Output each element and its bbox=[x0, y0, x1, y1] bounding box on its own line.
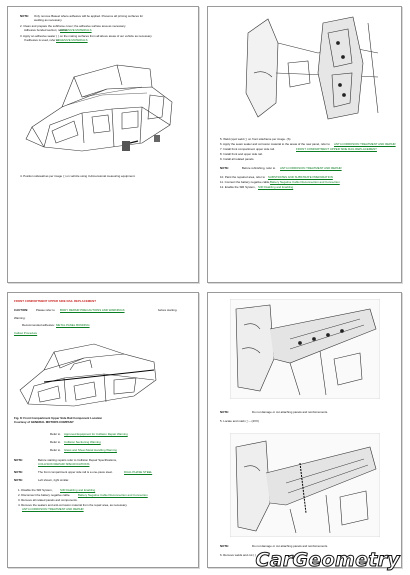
note-label: NOTE: bbox=[14, 458, 23, 462]
precautions-link[interactable]: BODY REPAIR PRECAUTIONS AND WARNINGS bbox=[60, 308, 125, 312]
note-label: NOTE: bbox=[220, 166, 229, 170]
manual-page-1 bbox=[7, 6, 199, 283]
note-text: Do not damage or cut attaching panels and reinforcements. bbox=[252, 410, 329, 414]
dual-phase-link[interactable]: DUAL PHASE STEEL bbox=[124, 470, 153, 474]
rail-cut-figure-1 bbox=[230, 299, 380, 399]
caution-label: CAUTION: bbox=[14, 308, 29, 312]
note-repair-spec: Before starting repairs refer to Collision Repair Specifications, bbox=[38, 458, 117, 462]
caution-text: Please refer to bbox=[36, 308, 55, 312]
sir-link[interactable]: SIR Disabling and Enabling bbox=[258, 185, 294, 189]
sectioning-link[interactable]: Collision Sectioning Warning bbox=[64, 440, 101, 444]
step-3: 3. Apply an adhesive sealer ( ) on the mating surfaces from all above areas of our vehicle as necessary. bbox=[20, 34, 153, 38]
note-steel: The front compartment upper side rail is a one-piece steel. bbox=[38, 470, 113, 474]
refer-1: Refer to bbox=[50, 432, 61, 436]
note-label: NOTE: bbox=[20, 14, 29, 18]
manual-page-2 bbox=[207, 6, 402, 283]
anti-corrosion-link[interactable]: ANTI-CORROSION TREATMENT AND REPAIR bbox=[22, 507, 84, 511]
cargeometry-watermark: CarGeometry bbox=[255, 549, 400, 571]
step-8: 8. Install front and upper side rail. bbox=[220, 152, 263, 156]
step-1: 1. Disable the SIR System, bbox=[18, 488, 53, 492]
adhesive-link-2[interactable]: ADHESIVE MATERIALS bbox=[56, 38, 88, 42]
substrates-link[interactable]: SUBSTRATES AND SUBSTRATE PREPARATION bbox=[268, 175, 333, 179]
step-4: 4. Position sidewall as per image ( ) on vehicle using 3-dimensional measuring equipment. bbox=[20, 174, 136, 178]
repair-spec-link[interactable]: COLLISION REPAIR SPECIFICATIONS bbox=[38, 462, 90, 466]
step-2: 2. Clean and prepare the subframe cover; the adhesive surface area as necessary. bbox=[20, 24, 126, 28]
callout-link[interactable]: Callout Procedure bbox=[14, 331, 38, 335]
note-text-cont: welding as necessary. bbox=[34, 18, 63, 22]
rail-cut-figure-2 bbox=[230, 433, 380, 537]
step-5: 5. Weld (spot weld ( ) on front sideframe per image. (S) bbox=[220, 137, 291, 141]
sir-link[interactable]: SIR Disabling and Enabling bbox=[60, 488, 96, 492]
step-6: 6. Remove welds and cut ( ) bbox=[220, 553, 256, 557]
battery-link[interactable]: Battery Negative Cable Disconnection and Connection bbox=[78, 493, 148, 497]
metal-bonding-link[interactable]: METAL PANEL BONDING bbox=[56, 323, 90, 327]
recommended-adhesive: Recommended adhesive: bbox=[22, 323, 55, 327]
figure-courtesy: Courtesy of GENERAL MOTORS COMPANY bbox=[14, 420, 74, 424]
glass-sheet-link[interactable]: Glass and Sheet Metal Handling Warning bbox=[64, 448, 117, 452]
front-compartment-figure bbox=[14, 340, 164, 412]
section-title: FRONT COMPARTMENT UPPER SIDE RAIL REPLACEMENT bbox=[14, 299, 96, 303]
refer-2: Refer to bbox=[50, 440, 61, 444]
step-7: 7. Install front compartment upper side rail. bbox=[220, 147, 275, 151]
note-left-shown: Left shown, right similar. bbox=[38, 478, 70, 482]
note-label-2: NOTE: bbox=[14, 470, 23, 474]
step-12: 12. Enable the SIR System, bbox=[220, 185, 256, 189]
rail-weld-figure bbox=[228, 13, 388, 125]
battery-link[interactable]: Battery Negative Cable Disconnection and Connection bbox=[270, 180, 340, 184]
note-text: Only remove Baseel where adhesive will be applied. Preserve all priming surfaces for bbox=[34, 14, 144, 18]
step-2-cont: Adhesive bonded section; refer to bbox=[24, 28, 68, 32]
step-9: 9. Install all related panels. bbox=[220, 157, 255, 161]
step-10: 10. Paint the repaired area, refer to bbox=[220, 175, 265, 179]
step-3-cont: If adhesive is used, refer to bbox=[24, 38, 59, 42]
note-label: NOTE: bbox=[220, 410, 229, 414]
figure-caption: Fig. 8: Front Compartment Upper Side Rail Component Location bbox=[14, 416, 103, 420]
note-text: Before refinishing, refer to bbox=[242, 166, 276, 170]
caution-tail: before starting. bbox=[158, 308, 178, 312]
anti-corrosion-link[interactable]: ANTI-CORROSION TREATMENT AND REPAIR bbox=[334, 142, 396, 146]
note-label-2: NOTE: bbox=[220, 544, 229, 548]
step-11: 11. Connect the battery negative cable, bbox=[220, 180, 271, 184]
step-3: 3. Remove all related panels and components. bbox=[18, 498, 78, 502]
note-label-3: NOTE: bbox=[14, 478, 23, 482]
adhesive-link[interactable]: ADHESIVE MATERIALS bbox=[60, 28, 92, 32]
warning-label: Warning: bbox=[14, 316, 26, 320]
manual-page-4 bbox=[207, 292, 402, 568]
body-shell-figure bbox=[22, 47, 182, 165]
refer-3: Refer to bbox=[50, 448, 61, 452]
step-5: 5. Locate and mark ( ) – (2XX) bbox=[220, 419, 259, 423]
anti-corrosion-link-2[interactable]: ANTI-CORROSION TREATMENT AND REPAIR bbox=[280, 166, 342, 170]
approved-equipment-link[interactable]: Approved Equipment for Collision Repair Warning bbox=[64, 432, 128, 436]
manual-page-3 bbox=[7, 292, 199, 568]
step-6: 6. Apply the seam sealer and corrosion material to the areas of the new panel, refer to bbox=[220, 142, 330, 146]
step-4: 4. Remove the sealers and anti-corrosion material from the repair area, as necessary. bbox=[18, 503, 128, 507]
step-2: 2. Disconnect the battery negative cable. bbox=[18, 493, 71, 497]
upper-rail-link[interactable]: FRONT COMPARTMENT UPPER SIDE RAIL REPLACEMENT bbox=[296, 147, 377, 151]
note-text-2: Do not damage or cut attaching panels and reinforcements. bbox=[252, 544, 329, 548]
